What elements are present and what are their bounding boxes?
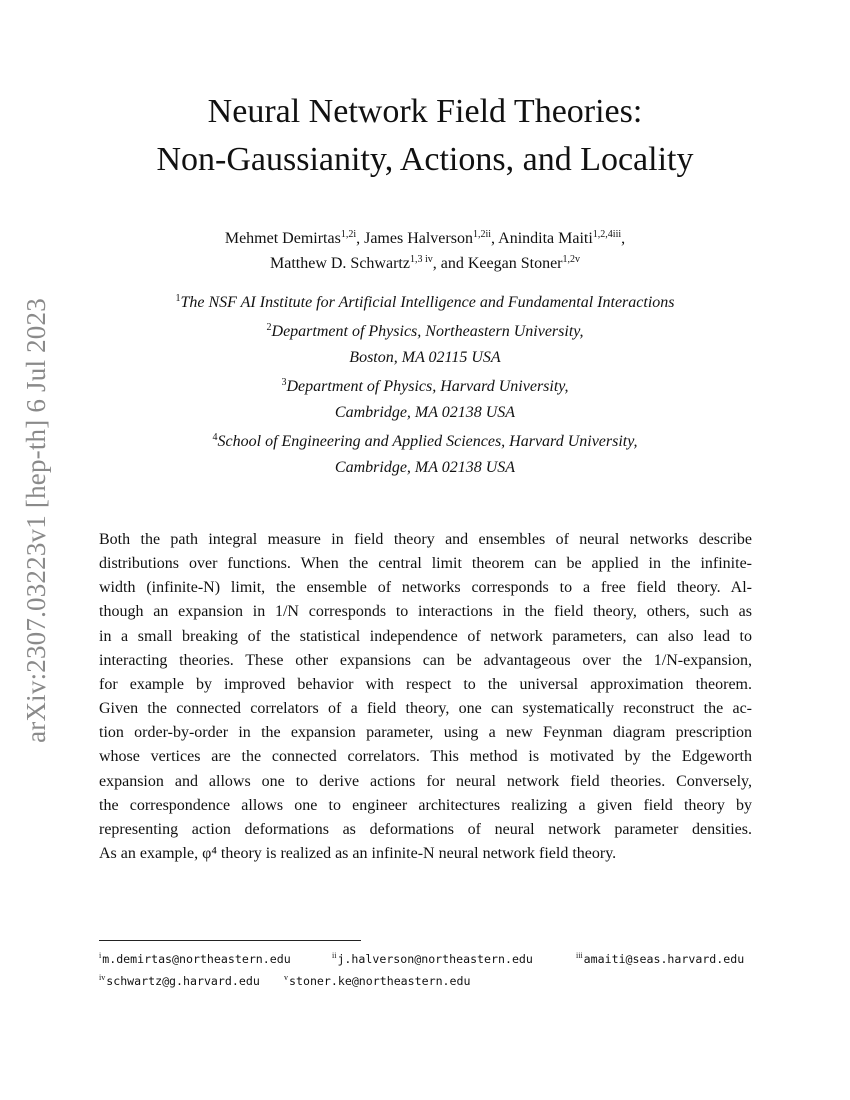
author-affil-sup: 1,3 iv <box>409 254 433 265</box>
footnote-mark: iv <box>99 973 106 982</box>
footnote-mark: ii <box>332 951 337 960</box>
footnote-mark: v <box>284 973 288 982</box>
abstract-line: in a small breaking of the statistical independence of network parameters, can also lead to <box>99 627 752 645</box>
footnote-email[interactable]: amaiti@seas.harvard.edu <box>583 952 745 966</box>
author-line-2 <box>100 251 750 276</box>
author-name: Anindita Maiti <box>498 230 593 247</box>
footnote-rule <box>99 940 361 941</box>
footnote <box>284 970 470 992</box>
author-sep: , <box>491 230 499 247</box>
arxiv-stamp <box>14 285 58 755</box>
abstract <box>99 528 752 866</box>
abstract-line: expansion and allows one to derive actions for neural network field theories. Conversely, <box>99 772 752 790</box>
affiliation-text: Cambridge, MA 02138 USA <box>334 404 516 421</box>
author-affil-sup: 1,2,4iii <box>592 229 622 240</box>
abstract-line: width (infinite-N) limit, the ensemble of networks corresponds to a free field theory. Al- <box>99 579 752 597</box>
abstract-line: tion order-by-order in the expansion parameter, using a new Feynman diagram prescription <box>99 724 752 742</box>
author-line-1 <box>100 226 750 251</box>
affiliation-text: Cambridge, MA 02138 USA <box>334 459 516 476</box>
abstract-line: Given the connected correlators of a field theory, one can systematically reconstruct the ac- <box>99 700 752 718</box>
author-name: James Halverson <box>364 230 473 247</box>
footnotes <box>99 948 759 992</box>
footnote <box>332 948 576 970</box>
author-affil-sup: 1,2ii <box>472 229 492 240</box>
author-affil-sup: 1,2v <box>562 254 580 265</box>
author-affil-sup: 1,2i <box>340 229 357 240</box>
abstract-line: whose vertices are the connected correlators. This method is motivated by the Edgeworth <box>99 748 752 766</box>
title-line-1: Neural Network Field Theories: <box>207 93 643 130</box>
abstract-line: representing action deformations as deformations of neural network parameter densities. <box>99 820 752 838</box>
affiliation-number: 3 <box>281 377 287 388</box>
footnote-email[interactable]: stoner.ke@northeastern.edu <box>289 974 471 988</box>
author-sep: , <box>356 230 365 247</box>
affiliation-text: School of Engineering and Applied Sciences, Harvard University, <box>217 433 638 450</box>
author-sep: , and <box>432 255 468 272</box>
affiliation <box>100 290 750 316</box>
abstract-line: for example by improved behavior with respect to the universal approximation theorem. <box>99 675 752 693</box>
affiliation <box>100 429 750 481</box>
footnote-email[interactable]: m.demirtas@northeastern.edu <box>102 952 291 966</box>
affiliation-text: Department of Physics, Northeastern University, <box>271 323 584 340</box>
footnote-mark: iii <box>576 951 583 960</box>
author-name: Matthew D. Schwartz <box>270 255 410 272</box>
footnote-mark: i <box>99 951 102 960</box>
author-name: Mehmet Demirtas <box>224 230 341 247</box>
affiliation-list <box>100 290 750 484</box>
abstract-line: distributions over functions. When the central limit theorem can be applied in the infinite- <box>99 555 752 573</box>
affiliation-text: Department of Physics, Harvard University, <box>286 378 569 395</box>
affiliation-text: Boston, MA 02115 USA <box>349 349 501 366</box>
affiliation-number: 2 <box>266 322 272 333</box>
footnote-email[interactable]: schwartz@g.harvard.edu <box>106 974 260 988</box>
footnote-email[interactable]: j.halverson@northeastern.edu <box>337 952 533 966</box>
title-line-2: Non-Gaussianity, Actions, and Locality <box>156 141 694 178</box>
author-name: Keegan Stoner <box>467 255 563 272</box>
abstract-line: As an example, φ⁴ theory is realized as an infinite-N neural network field theory. <box>99 845 617 863</box>
abstract-line: Both the path integral measure in field theory and ensembles of neural networks describe <box>99 531 752 548</box>
author-list <box>100 226 750 276</box>
abstract-line: the correspondence allows one to engineer architectures realizing a given field theory by <box>99 796 752 814</box>
affiliation-number: 4 <box>212 432 218 443</box>
abstract-line: though an expansion in 1/N corresponds to interactions in the field theory, others, such as <box>99 603 752 621</box>
author-sep: , <box>621 230 626 247</box>
affiliation-number: 1 <box>175 293 181 304</box>
affiliation-text: The NSF AI Institute for Artificial Intelligence and Fundamental Interactions <box>180 294 675 311</box>
arxiv-id: arXiv:2307.03223v1 [hep-th] 6 Jul 2023 <box>20 297 51 743</box>
abstract-line: interacting theories. These other expansions can be advantageous over the 1/N-expansion, <box>99 651 752 669</box>
affiliation <box>100 319 750 371</box>
footnote <box>99 948 332 970</box>
affiliation <box>100 374 750 426</box>
paper-title <box>100 88 750 184</box>
footnote <box>99 970 284 992</box>
footnote <box>576 948 744 970</box>
